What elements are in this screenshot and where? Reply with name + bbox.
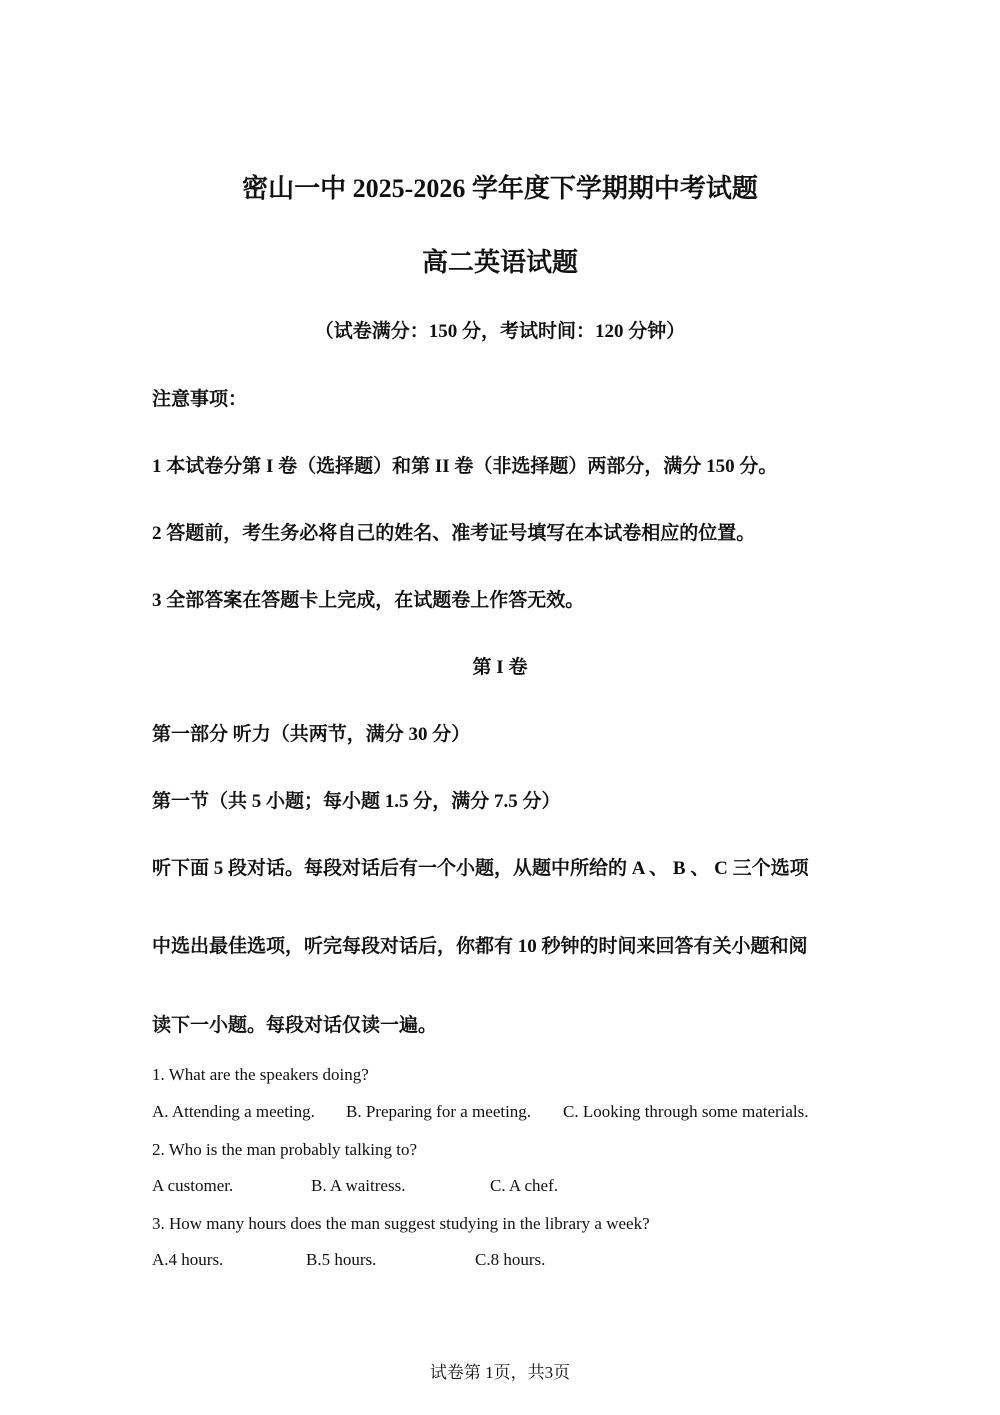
option-c: C. A chef. — [490, 1176, 558, 1195]
question-stem: 3. How many hours does the man suggest studying in the library a week? — [152, 1214, 650, 1233]
option-c: C. Looking through some materials. — [563, 1102, 809, 1121]
notice-item: 3 全部答案在答题卡上完成，在试题卷上作答无效。 — [152, 590, 585, 611]
page-footer: 试卷第 1页，共3页 — [429, 1363, 571, 1382]
option-b: B. Preparing for a meeting. — [346, 1102, 532, 1121]
notice-item: 1 本试卷分第 I 卷（选择题）和第 II 卷（非选择题）两部分，满分 150 分。 — [152, 456, 778, 477]
option-b: B. A waitress. — [311, 1176, 406, 1195]
option-a: A.4 hours. — [152, 1250, 224, 1269]
question-stem: 2. Who is the man probably talking to? — [152, 1140, 418, 1159]
question-stem: 1. What are the speakers doing? — [152, 1065, 369, 1084]
exam-title: 密山一中 2025-2026 学年度下学期期中考试题 — [242, 174, 758, 203]
section-heading: 第一节（共 5 小题；每小题 1.5 分，满分 7.5 分） — [152, 791, 561, 812]
part-heading: 第一部分 听力（共两节，满分 30 分） — [152, 724, 471, 745]
instruction-line: 读下一小题。每段对话仅读一遍。 — [152, 1015, 438, 1036]
volume-title: 第 I 卷 — [472, 657, 528, 678]
subject-title: 高二英语试题 — [421, 248, 578, 277]
notice-item: 2 答题前，考生务必将自己的姓名、准考证号填写在本试卷相应的位置。 — [152, 523, 756, 544]
notice-heading: 注意事项： — [152, 389, 248, 410]
exam-info: （试卷满分：150 分，考试时间：120 分钟） — [314, 321, 686, 342]
option-a: A. Attending a meeting. — [152, 1102, 315, 1121]
instruction-line: 中选出最佳选项，听完每段对话后，你都有 10 秒钟的时间来回答有关小题和阅 — [152, 936, 808, 957]
option-b: B.5 hours. — [306, 1250, 377, 1269]
option-a: A customer. — [152, 1176, 234, 1195]
option-c: C.8 hours. — [475, 1250, 546, 1269]
instruction-line: 听下面 5 段对话。每段对话后有一个小题，从题中所给的 A 、 B 、 C 三个选项 — [152, 858, 809, 879]
